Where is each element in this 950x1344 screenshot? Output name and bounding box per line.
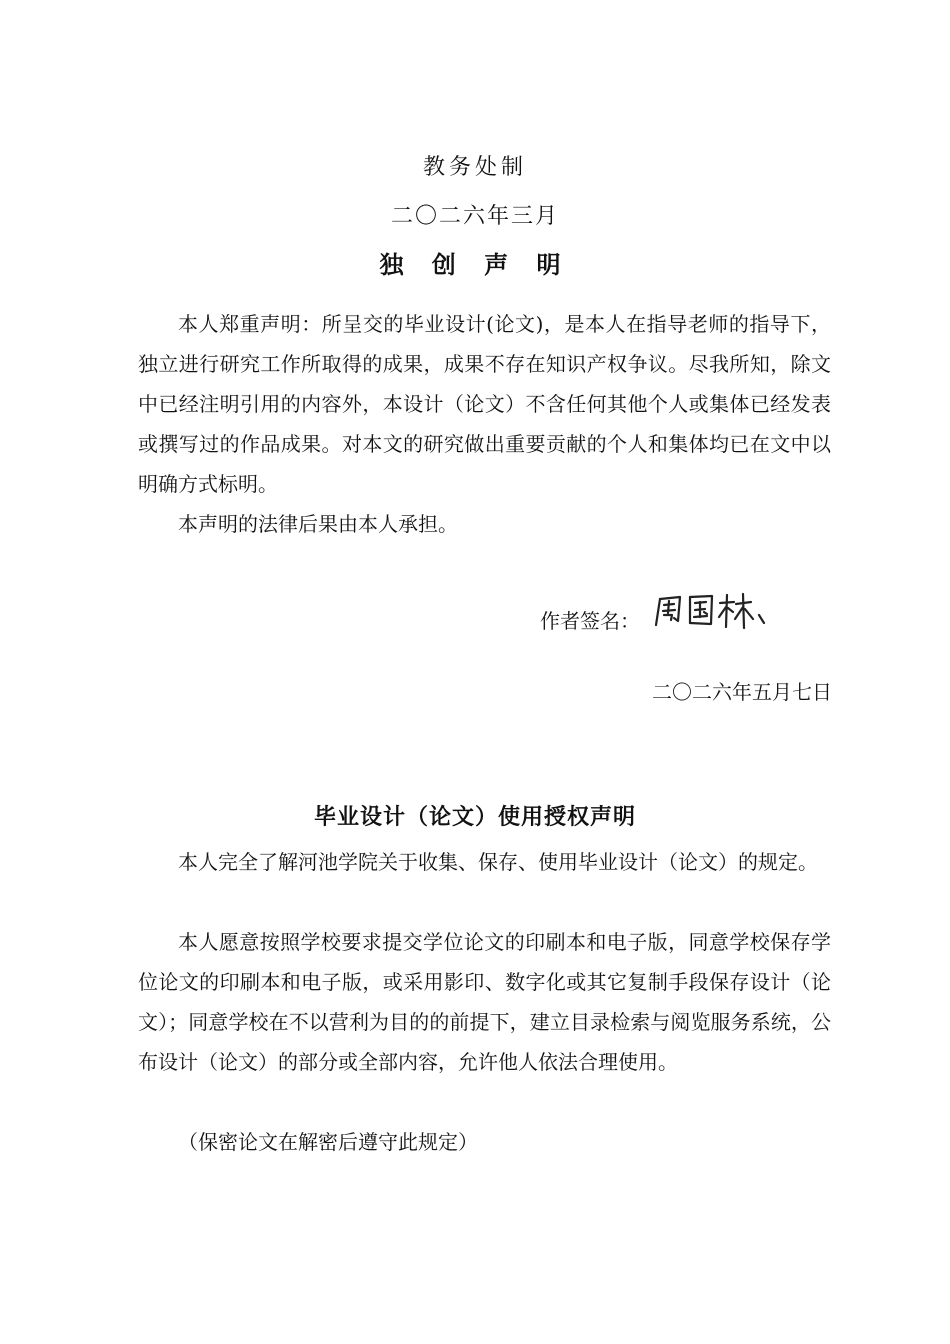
authorization-paragraph-2: 本人愿意按照学校要求提交学位论文的印刷本和电子版，同意学校保存学位论文的印刷本和电子版，或采用影印、数字化或其它复制手段保存设计（论文）；同意学校在不以营利为目的的前提下，建立目录检索与阅览服务系统，公布设计（论文）的部分或全部内容，允许他人依法合理使用。 [138,930,831,1074]
confidentiality-note: （保密论文在解密后遵守此规定） [178,1130,478,1154]
handwritten-signature [650,585,770,635]
originality-declaration-title: 独 创 声 明 [379,251,571,279]
originality-paragraph-2: 本声明的法律后果由本人承担。 [178,512,458,536]
issue-date: 二〇二六年三月 [390,204,559,229]
signing-date: 二〇二六年五月七日 [652,680,832,704]
authorization-declaration-title: 毕业设计（论文）使用授权声明 [313,805,636,830]
authorization-paragraph-1: 本人完全了解河池学院关于收集、保存、使用毕业设计（论文）的规定。 [178,850,818,874]
issuer-line: 教务处制 [422,155,527,180]
originality-paragraph-1: 本人郑重声明：所呈交的毕业设计(论文)，是本人在指导老师的指导下，独立进行研究工作所取得的成果，成果不存在知识产权争议。尽我所知，除文中已经注明引用的内容外，本设计（论文）不含任何其他个人或集体已经发表或撰写过的作品成果。对本文的研究做出重要贡献的个人和集体均已在文中以明确方式标明。 [138,312,831,496]
signature-label: 作者签名： [540,609,640,633]
signature-row [540,585,800,645]
